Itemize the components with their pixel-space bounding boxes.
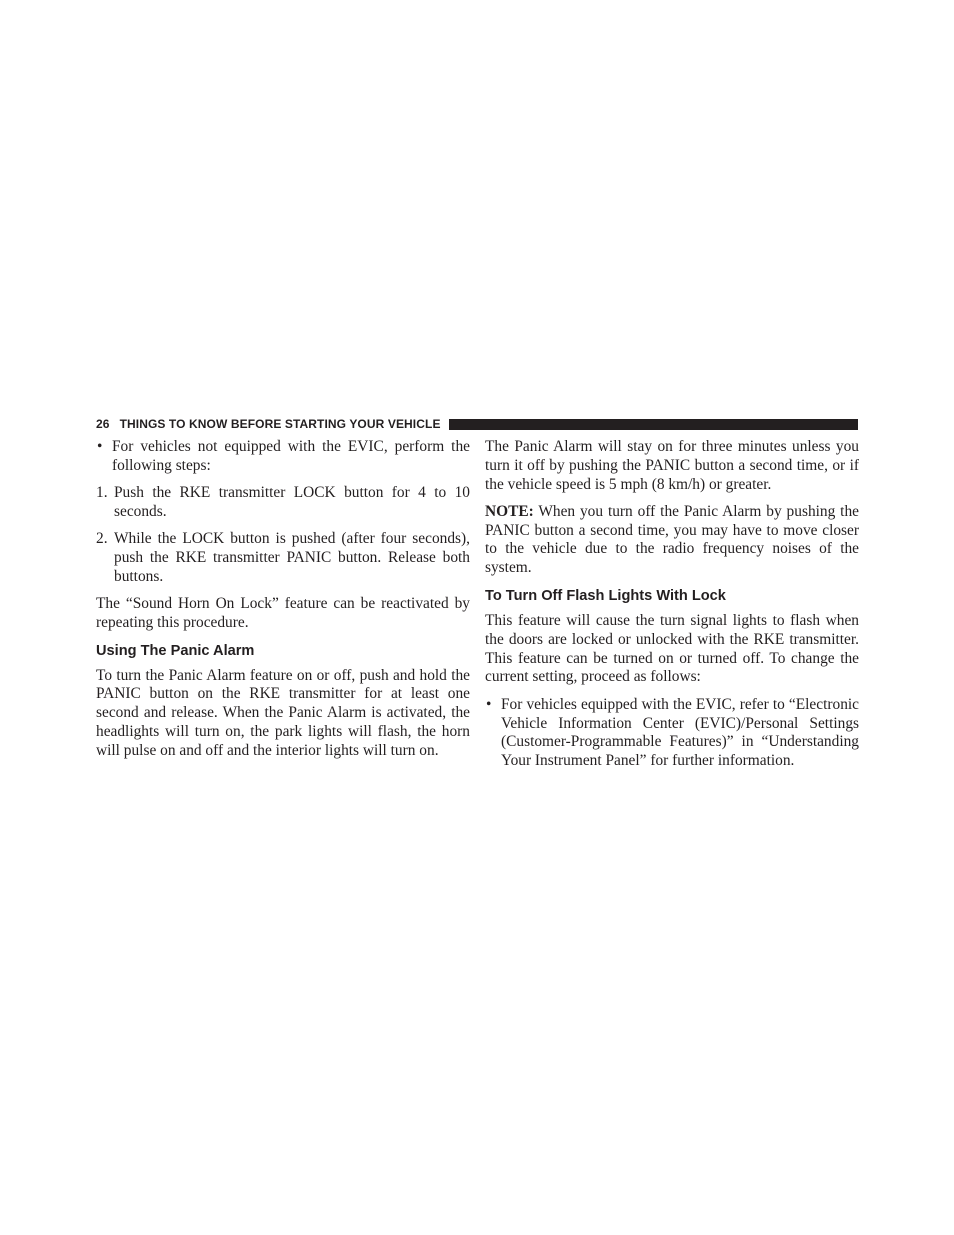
- bullet-marker: •: [97, 438, 103, 455]
- section-heading-panic-alarm: Using The Panic Alarm: [96, 642, 255, 659]
- list-item-text: Push the RKE transmitter LOCK button for 4 to 10 seconds.: [114, 484, 470, 520]
- paragraph-panic-alarm: To turn the Panic Alarm feature on or off, push and hold the PANIC button on the RKE transmitter for at least one second and release. When the Panic Alarm is activated, the headlights will turn on, the park lights will flash, the horn will pulse on and off and the interior lights will turn on.: [96, 666, 470, 759]
- paragraph-flash-lights: This feature will cause the turn signal lights to flash when the doors are locked or unlocked with the RKE transmitter. This feature can be turned on or turned off. To change the current setting, proceed as follows:: [485, 612, 859, 686]
- left-column: [96, 438, 470, 769]
- note-label: NOTE:: [485, 502, 534, 520]
- step-number: 1.: [96, 484, 108, 502]
- list-item-text: For vehicles equipped with the EVIC, refer to “Electronic Vehicle Information Center (EVIC)/Personal Settings (Customer-Programmable Features)” in “Understanding Your Instrument Panel” for further information.: [501, 695, 859, 770]
- paragraph-panic-duration: The Panic Alarm will stay on for three minutes unless you turn it off by pushing the PANIC button a second time, or if the vehicle speed is 5 mph (8 km/h) or greater.: [485, 438, 859, 493]
- step-number: 2.: [96, 530, 108, 548]
- running-title: THINGS TO KNOW BEFORE STARTING YOUR VEHICLE: [119, 417, 441, 431]
- list-item-step-1: [96, 484, 470, 522]
- list-item-step-2: [96, 530, 470, 586]
- section-heading-flash-lights: To Turn Off Flash Lights With Lock: [485, 588, 726, 605]
- page-number: 26: [96, 417, 110, 431]
- note-text: When you turn off the Panic Alarm by pushing the PANIC button a second time, you may have to move closer to the vehicle due to the radio frequency noises of the system.: [485, 502, 859, 577]
- list-item-text: For vehicles not equipped with the EVIC, perform the following steps:: [112, 438, 470, 474]
- note-paragraph: [485, 503, 859, 578]
- list-item-text: While the LOCK button is pushed (after four seconds), push the RKE transmitter PANIC button. Release both buttons.: [114, 530, 470, 585]
- bullet-marker: •: [486, 695, 492, 713]
- page-header: [96, 416, 858, 432]
- list-item-bullet-evic: [485, 696, 859, 771]
- right-column: [485, 438, 859, 779]
- paragraph-reactivate: The “Sound Horn On Lock” feature can be reactivated by repeating this procedure.: [96, 595, 470, 631]
- header-rule-bar: [449, 419, 858, 430]
- list-item-bullet-non-evic: [96, 438, 470, 476]
